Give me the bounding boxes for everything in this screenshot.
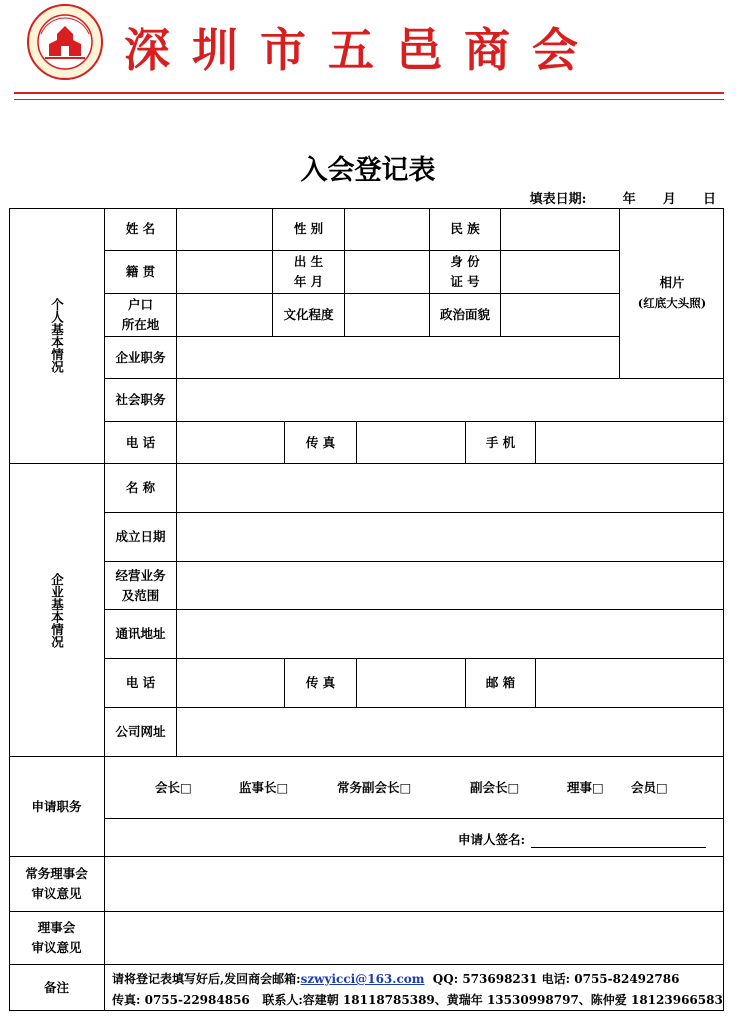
social-post-label: 社会职务 — [115, 392, 166, 407]
option-director[interactable]: 理事□ — [567, 779, 604, 795]
website-label: 公司网址 — [115, 724, 166, 739]
id-label-line2: 证 号 — [450, 274, 480, 289]
fill-date: 填表日期: 年 月 日 — [529, 192, 716, 207]
council-review-line1: 理事会 — [37, 920, 76, 935]
company-post-label: 企业职务 — [115, 349, 166, 365]
company-phone-label: 电 话 — [125, 675, 156, 690]
education-label: 文化程度 — [283, 307, 334, 322]
mobile-label: 手 机 — [485, 434, 516, 450]
signature-label: 申请人签名: — [458, 832, 526, 847]
personal-section-label: 个人基本情况 — [49, 298, 65, 373]
birth-label — [273, 251, 344, 293]
business-label-line2: 及范围 — [121, 587, 160, 603]
company-email-label: 邮 箱 — [485, 675, 516, 690]
remarks-line1-suffix: QQ: 573698231 电话: 0755-82492786 — [424, 972, 680, 986]
option-supervisor[interactable]: 监事长□ — [239, 779, 289, 795]
remarks-email-link[interactable]: szwyicci@163.com — [300, 972, 425, 986]
hukou-label-line1: 户口 — [127, 297, 153, 312]
hukou-label-line2: 所在地 — [121, 317, 160, 332]
photo-note: (红底大头照) — [637, 296, 707, 310]
signature-row — [458, 830, 706, 848]
birth-label-line1: 出 生 — [293, 254, 324, 269]
exec-review-label — [9, 857, 104, 911]
address-label: 通讯地址 — [115, 626, 166, 641]
remarks-line1 — [112, 970, 679, 987]
apply-label: 申请职务 — [31, 798, 82, 814]
council-review-line2: 审议意见 — [31, 940, 82, 955]
exec-review-line1: 常务理事会 — [25, 866, 88, 881]
option-member[interactable]: 会员□ — [631, 779, 668, 795]
photo-cell — [620, 208, 724, 378]
gender-label: 性 别 — [293, 221, 324, 236]
phone-label: 电 话 — [125, 434, 156, 450]
signature-line[interactable] — [531, 835, 706, 848]
company-name-label: 名 称 — [125, 480, 156, 495]
hukou-label — [105, 294, 176, 336]
political-label: 政治面貌 — [439, 307, 490, 322]
origin-label: 籍 贯 — [125, 264, 156, 279]
form-title: 入会登记表 — [300, 155, 436, 186]
option-president[interactable]: 会长□ — [155, 779, 192, 795]
option-exec-vice-president[interactable]: 常务副会长□ — [337, 779, 412, 795]
business-label-line1: 经营业务 — [115, 567, 166, 583]
name-label: 姓 名 — [125, 221, 156, 236]
fax-label: 传 真 — [305, 434, 336, 450]
photo-label: 相片 — [659, 275, 685, 290]
council-review-label — [9, 912, 104, 964]
option-vice-president[interactable]: 副会长□ — [470, 779, 520, 795]
org-name: 深圳市五邑商会 — [124, 23, 600, 77]
company-fax-label: 传 真 — [305, 675, 336, 690]
remarks-line2: 传真: 0755-22984856 联系人:容建朝 18118785389、黄瑞年 13530998797、陈仲爱 18123966583 — [112, 993, 723, 1007]
chamber-logo — [27, 4, 103, 80]
birth-label-line2: 年 月 — [293, 274, 324, 289]
id-label — [430, 251, 500, 293]
remarks-label: 备注 — [43, 980, 69, 995]
position-options — [105, 757, 724, 818]
header-rule-thin — [14, 99, 724, 100]
id-label-line1: 身 份 — [450, 254, 480, 269]
registration-form — [9, 208, 724, 1011]
founded-label: 成立日期 — [115, 529, 166, 544]
company-section-label: 企业基本情况 — [49, 572, 65, 648]
business-label — [105, 562, 176, 609]
ethnicity-label: 民 族 — [450, 221, 480, 236]
exec-review-line2: 审议意见 — [31, 886, 82, 901]
header-rule-thick — [14, 92, 724, 94]
remarks-line1-prefix: 请将登记表填写好后,发回商会邮箱: — [112, 972, 301, 986]
